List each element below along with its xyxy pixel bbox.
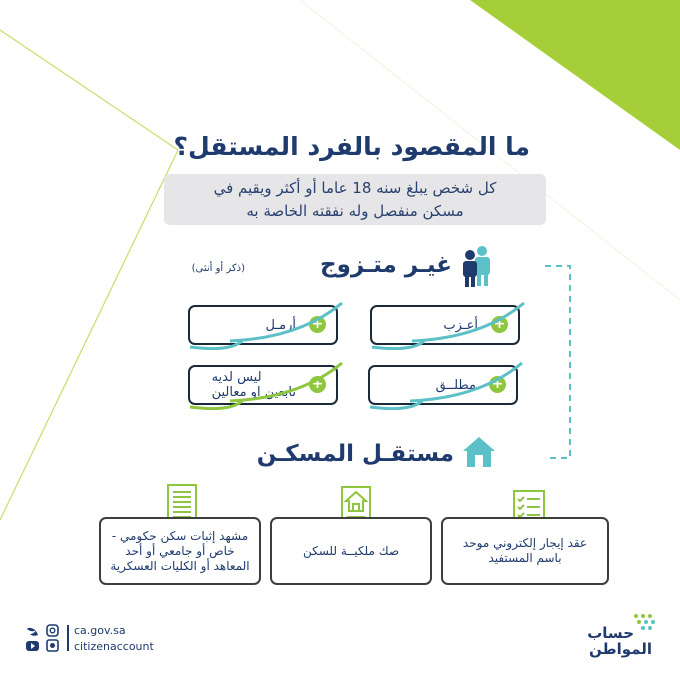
decor-line-upper — [0, 30, 178, 150]
plus-icon: + — [491, 316, 508, 333]
description-line-2: مسكن منفصل وله نفقته الخاصة به — [246, 202, 464, 220]
doc-box-deed — [270, 517, 432, 585]
plus-icon: + — [309, 316, 326, 333]
option-card-widowed — [188, 305, 338, 345]
doc-label-line-1: صك ملكيــة للسكن — [302, 543, 400, 558]
unmarried-note: (ذكر أو أنثى) — [191, 263, 245, 274]
twitter-icon — [27, 628, 38, 636]
logo-line-1: حساب — [587, 624, 634, 642]
option-card-no-dependents — [188, 365, 338, 405]
doc-label-line-2: باسم المستفيد — [488, 551, 562, 565]
logo-dots-icon — [632, 612, 658, 632]
instagram-icon — [47, 625, 58, 636]
option-label-line-2: تابعين او معالين — [211, 385, 296, 400]
doc-label-line-1: عقد إيجار إلكتروني موحد — [462, 536, 588, 550]
website-link[interactable]: ca.gov.sa — [74, 624, 126, 637]
plus-icon: + — [489, 376, 506, 393]
decor-line-lower — [0, 150, 178, 520]
doc-label-line-1: مشهد إثبات سكن حكومي - — [111, 528, 249, 543]
option-label: أعـزب — [443, 317, 478, 333]
doc-box-lease — [441, 517, 609, 585]
social-icons — [25, 624, 65, 654]
housing-heading: مستقـل المسكـن — [256, 441, 454, 467]
footer-divider — [67, 625, 69, 651]
option-label — [212, 367, 296, 403]
option-label-line-1: ليس لديه — [211, 370, 262, 385]
doc-label-line-2: خاص أو جامعي أو أحد — [125, 543, 235, 558]
plus-icon: + — [309, 376, 326, 393]
option-label: أرمـل — [265, 317, 296, 333]
corner-green-triangle — [470, 0, 680, 150]
dashed-connector — [545, 266, 570, 458]
doc-box-housing-proof — [99, 517, 261, 585]
logo-line-2: المواطن — [588, 640, 652, 658]
people-icon — [460, 245, 496, 287]
option-card-single — [370, 305, 520, 345]
youtube-icon — [26, 641, 39, 651]
option-label: مطلــق — [435, 377, 476, 393]
description-box — [164, 174, 546, 225]
doc-label-line-3: المعاهد أو الكليات العسكرية — [110, 558, 250, 573]
house-icon — [462, 435, 496, 469]
citizen-account-logo — [580, 612, 660, 660]
unmarried-heading: غيـر متـزوج — [320, 252, 452, 278]
page-title: ما المقصود بالفرد المستقل؟ — [173, 132, 530, 161]
social-handle[interactable]: citizenaccount — [74, 640, 154, 653]
option-card-divorced — [368, 365, 518, 405]
snapchat-icon — [47, 640, 58, 651]
description-line-1: كل شخص يبلغ سنه 18 عاما أو أكثر ويقيم في — [213, 179, 497, 197]
